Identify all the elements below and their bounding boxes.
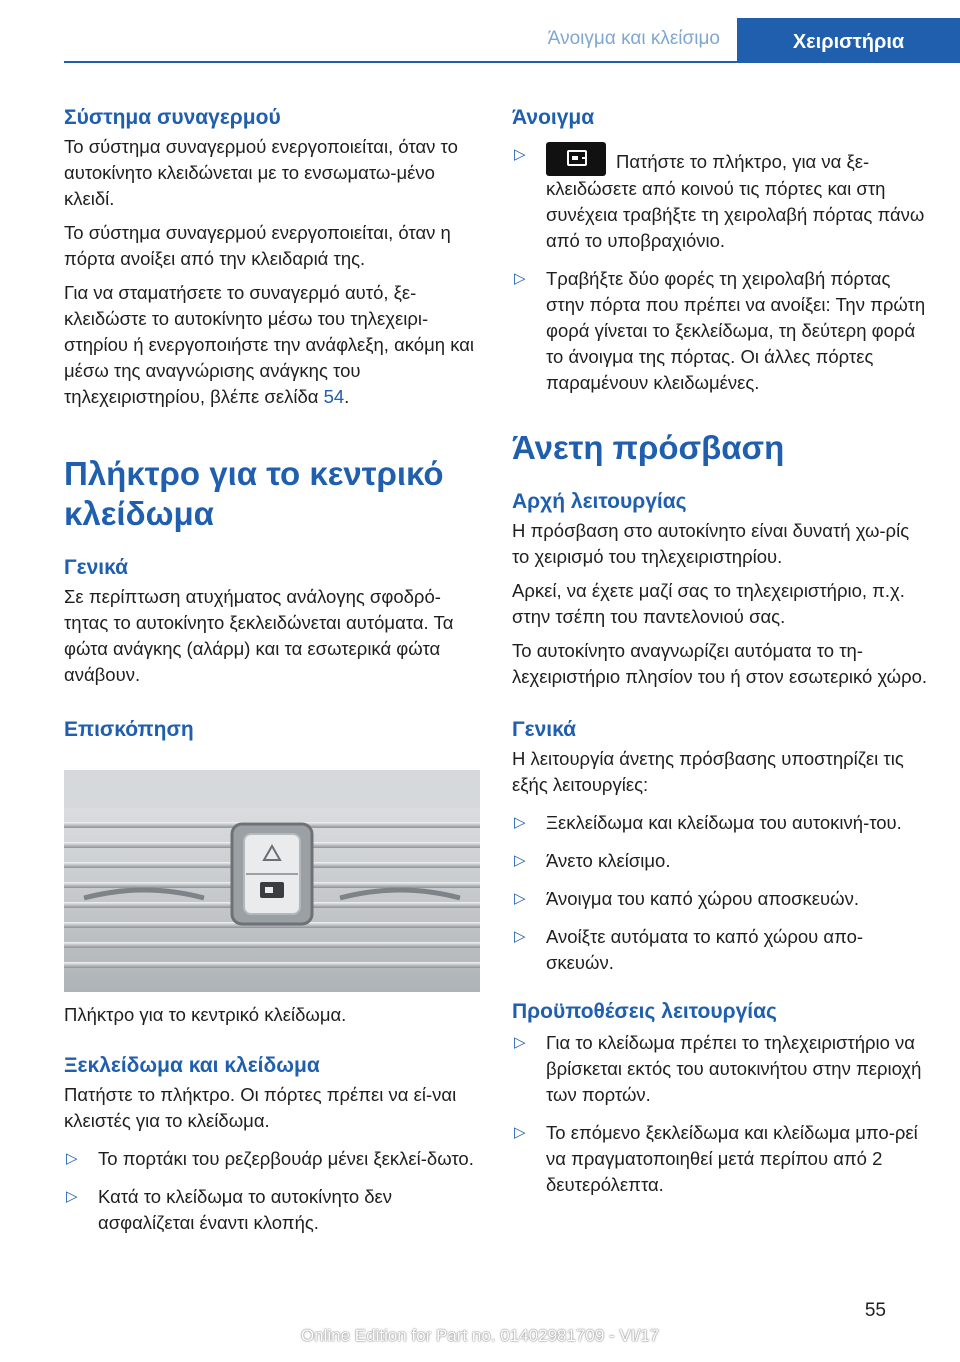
alarm-paragraph-3 <box>64 280 480 410</box>
list-item-text: Ανοίξτε αυτόματα το καπό χώρου απο‐σκευών. <box>546 926 864 973</box>
principle-paragraph-3: Το αυτοκίνητο αναγνωρίζει αυτόματα το τη‐λεχειριστήριο πλησίον του ή στον εσωτερικό χώρο. <box>512 640 928 687</box>
photo-caption: Πλήκτρο για το κεντρικό κλείδωμα. <box>64 1004 347 1025</box>
list-item <box>512 848 930 874</box>
bullet-triangle-icon: ▷ <box>514 1034 526 1051</box>
principle-paragraph-1: Η πρόσβαση στο αυτοκίνητο είναι δυνατή χω‐ρίς το χειρισμό του τηλεχειριστηρίου. <box>512 520 910 567</box>
list-item <box>512 924 930 976</box>
air-vent-illustration <box>64 770 480 992</box>
bullet-triangle-icon: ▷ <box>514 928 526 945</box>
alarm-paragraph-2: Το σύστημα συναγερμού ενεργοποιείται, όταν η πόρτα ανοίξει από την κλειδαριά της. <box>64 222 451 269</box>
bullet-triangle-icon: ▷ <box>514 270 526 287</box>
list-item <box>512 266 930 396</box>
bullet-triangle-icon: ▷ <box>514 814 526 831</box>
list-item-text: Πατήστε το πλήκτρο, για να ξε‐κλειδώσετε από κοινού τις πόρτες και στη συνέχεια τραβήξτε τη χειρολαβή πόρτας πάνω από το υποβραχιόνιο. <box>546 151 925 251</box>
prerequisites-heading: Προϋποθέσεις λειτουργίας <box>512 1000 777 1023</box>
bullet-triangle-icon: ▷ <box>514 1124 526 1141</box>
unlock-lock-text: Πατήστε το πλήκτρο. Οι πόρτες πρέπει να εί‐ναι κλειστές για το κλείδωμα. <box>64 1084 457 1131</box>
list-item-text: Το πορτάκι του ρεζερβουάρ μένει ξεκλεί‐δωτο. <box>98 1148 474 1169</box>
principle-paragraph-2: Αρκεί, να έχετε μαζί σας το τηλεχειριστήριο, π.χ. στην τσέπη του παντελονιού σας. <box>512 580 905 627</box>
page-header <box>0 0 960 62</box>
bullet-triangle-icon: ▷ <box>66 1150 78 1167</box>
bullet-triangle-icon: ▷ <box>514 146 526 163</box>
unlock-lock-heading: Ξεκλείδωμα και κλείδωμα <box>64 1054 320 1077</box>
prerequisites-list <box>512 1030 930 1198</box>
unlock-lock-notes <box>64 1146 480 1236</box>
comfort-access-title: Άνετη πρόσβαση <box>512 429 785 466</box>
list-item-text: Τραβήξτε δύο φορές τη χειρολαβή πόρτας στην πόρτα που πρέπει να ανοίξει: Την πρώτη φορά γίνεται το ξεκλείδωμα, τη δεύτερη φορά το άνοιγμα της πόρτας. Οι άλλες πόρτες παραμένουν κλειδωμένες. <box>546 268 926 393</box>
list-item-text: Άνοιγμα του καπό χώρου αποσκευών. <box>546 888 859 909</box>
right-column <box>512 98 930 1210</box>
list-item-text: Κατά το κλείδωμα το αυτοκίνητο δεν ασφαλίζεται έναντι κλοπής. <box>98 1186 393 1233</box>
list-item <box>64 1184 480 1236</box>
page-number: 55 <box>864 1300 886 1321</box>
list-item <box>512 886 930 912</box>
central-lock-title: Πλήκτρο για το κεντρικό κλείδωμα <box>64 455 444 532</box>
central-lock-key-icon <box>546 142 606 176</box>
list-item-text: Για το κλείδωμα πρέπει το τηλεχειριστήριο να βρίσκεται εκτός του αυτοκινήτου στην περιοχή των πορτών. <box>546 1032 922 1105</box>
alarm-heading: Σύστημα συναγερμού <box>64 106 281 129</box>
alarm-paragraph-3-text: Για να σταματήσετε το συναγερμό αυτό, ξε‐κλειδώστε το αυτοκίνητο μέσω του τηλεχειρι‐στηρίου ή ενεργοποιήστε την ανάφλεξη, ακόμη και μέσω της αναγνώρισης ανάγκης του τηλεχειριστηρίου, βλέπε σελίδα <box>64 282 475 407</box>
page-reference-link[interactable]: 54 <box>323 386 345 407</box>
bullet-triangle-icon: ▷ <box>66 1188 78 1205</box>
list-item <box>512 810 930 836</box>
bullet-triangle-icon: ▷ <box>514 890 526 907</box>
central-lock-button-photo <box>64 770 480 992</box>
header-section-title: Άνοιγμα και κλείσιμο <box>547 28 720 49</box>
list-item <box>512 1120 930 1198</box>
edition-footer: Online Edition for Part no. 01402981709 - VI/17 <box>300 1326 660 1345</box>
list-item-text: Ξεκλείδωμα και κλείδωμα του αυτοκινή‐του. <box>546 812 902 833</box>
list-item-text: Το επόμενο ξεκλείδωμα και κλείδωμα μπο‐ρεί να πραγματοποιηθεί μετά περίπου από 2 δευτερόλεπτα. <box>546 1122 918 1195</box>
opening-steps <box>512 142 930 396</box>
alarm-paragraph-3-end: . <box>344 386 350 407</box>
list-item <box>512 142 930 254</box>
comfort-general-text: Η λειτουργία άνετης πρόσβασης υποστηρίζει τις εξής λειτουργίες: <box>512 748 904 795</box>
central-lock-general-heading: Γενικά <box>64 556 129 579</box>
comfort-functions-list <box>512 810 930 976</box>
list-item <box>512 1030 930 1108</box>
alarm-paragraph-1: Το σύστημα συναγερμού ενεργοποιείται, όταν το αυτοκίνητο κλειδώνεται με το ενσωματω‐μένο κλειδί. <box>64 136 458 209</box>
opening-heading: Άνοιγμα <box>512 106 595 129</box>
bullet-triangle-icon: ▷ <box>514 852 526 869</box>
list-item <box>64 1146 480 1172</box>
header-rule <box>64 61 960 63</box>
overview-heading: Επισκόπηση <box>64 718 194 741</box>
left-column <box>64 98 480 1248</box>
list-item-text: Άνετο κλείσιμο. <box>546 850 671 871</box>
comfort-general-heading: Γενικά <box>512 718 577 741</box>
principle-heading: Αρχή λειτουργίας <box>512 490 687 513</box>
header-chapter-tab[interactable]: Χειριστήρια <box>737 18 960 62</box>
central-lock-general-text: Σε περίπτωση ατυχήματος ανάλογης σφοδρό‐τητας το αυτοκίνητο ξεκλειδώνεται αυτόματα. Τα φώτα ανάγκης (αλάρμ) και τα εσωτερικά φώτα ανάβουν. <box>64 586 454 685</box>
